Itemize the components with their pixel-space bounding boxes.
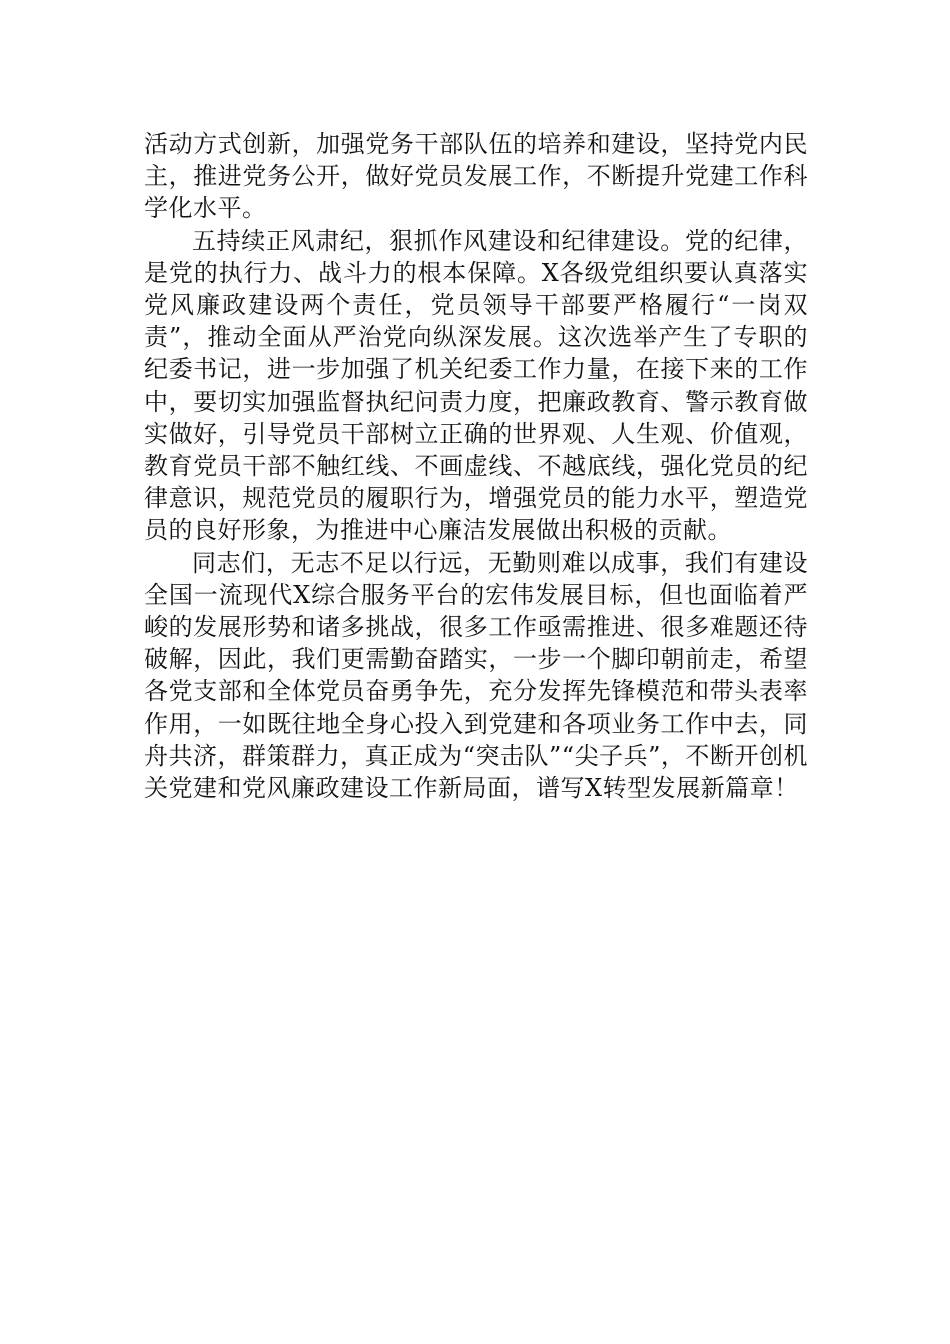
paragraph-continuation: 活动方式创新，加强党务干部队伍的培养和建设，坚持党内民主，推进党务公开，做好党员发展工作，不断提升党建工作科学化水平。 [144, 130, 808, 223]
paragraph-discipline: 五持续正风肃纪，狠抓作风建设和纪律建设。党的纪律，是党的执行力、战斗力的根本保障。X各级党组织要认真落实党风廉政建设两个责任，党员领导干部要严格履行“一岗双责”，推动全面从严治党向纵深发展。这次选举产生了专职的纪委书记，进一步加强了机关纪委工作力量，在接下来的工作中，要切实加强监督执纪问责力度，把廉政教育、警示教育做实做好，引导党员干部树立正确的世界观、人生观、价值观，教育党员干部不触红线、不画虚线、不越底线，强化党员的纪律意识，规范党员的履职行为，增强党员的能力水平，塑造党员的良好形象，为推进中心廉洁发展做出积极的贡献。 [144, 226, 808, 545]
paragraph-closing: 同志们，无志不足以行远，无勤则难以成事，我们有建设全国一流现代X综合服务平台的宏伟发展目标，但也面临着严峻的发展形势和诸多挑战，很多工作亟需推进、很多难题还待破解，因此，我们更需勤奋踏实，一步一个脚印朝前走，希望各党支部和全体党员奋勇争先，充分发挥先锋模范和带头表率作用，一如既往地全身心投入到党建和各项业务工作中去，同舟共济，群策群力，真正成为“突击队”“尖子兵”，不断开创机关党建和党风廉政建设工作新局面，谱写X转型发展新篇章！ [144, 548, 808, 803]
document-body [144, 128, 808, 804]
